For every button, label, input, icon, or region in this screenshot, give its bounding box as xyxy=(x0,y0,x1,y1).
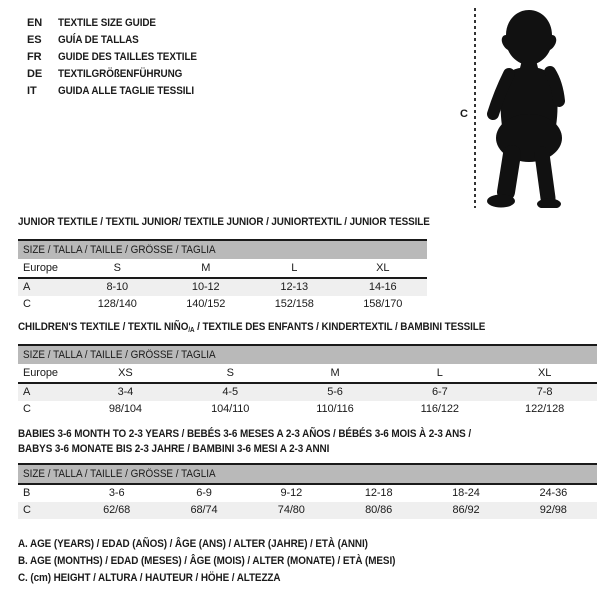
row-label: C xyxy=(23,504,31,516)
row-label: Europe xyxy=(23,262,58,274)
value-cell: 5-6 xyxy=(327,386,343,398)
value-cell: 12-13 xyxy=(280,281,309,293)
value-cell: 9-12 xyxy=(280,487,303,499)
size-cell: XS xyxy=(118,367,133,379)
table-row-c xyxy=(18,502,597,519)
value-cell: 6-9 xyxy=(196,487,212,499)
table-row-b xyxy=(18,485,597,502)
subscript-text: /A xyxy=(188,327,195,334)
childrens-table-title: CHILDREN'S TEXTILE / TEXTIL NIÑO/A / TEXTILE DES ENFANTS / KINDERTEXTIL / BAMBINI TESSILE xyxy=(18,321,486,334)
language-row xyxy=(27,32,212,49)
value-cell: 18-24 xyxy=(452,487,480,499)
language-title: TEXTILGRÖßENFÜHRUNG xyxy=(58,68,183,80)
value-cell: 14-16 xyxy=(368,281,397,293)
language-code: FR xyxy=(27,51,42,63)
size-header-bar: SIZE / TALLA / TAILLE / GRÖSSE / TAGLIA xyxy=(18,465,597,483)
value-cell: 122/128 xyxy=(525,403,565,415)
size-header-bar: SIZE / TALLA / TAILLE / GRÖSSE / TAGLIA xyxy=(18,241,427,259)
language-row xyxy=(27,49,212,66)
size-header-bar: SIZE / TALLA / TAILLE / GRÖSSE / TAGLIA xyxy=(18,346,597,364)
value-cell: 3-6 xyxy=(108,487,125,499)
value-cell: 12-18 xyxy=(364,487,393,499)
value-cell: 3-4 xyxy=(117,386,134,398)
babies-table xyxy=(18,463,597,519)
language-row xyxy=(27,83,212,100)
measure-legend xyxy=(18,536,437,587)
language-row xyxy=(27,15,212,32)
language-title: GUIDE DES TAILLES TEXTILE xyxy=(58,51,197,63)
size-cell: M xyxy=(201,262,211,274)
table-row-a xyxy=(18,384,597,401)
language-code: IT xyxy=(27,85,37,97)
table-row-c xyxy=(18,296,427,313)
value-cell: 68/74 xyxy=(190,504,218,516)
junior-table-title: JUNIOR TEXTILE / TEXTIL JUNIOR/ TEXTILE JUNIOR / JUNIORTEXTIL / JUNIOR TESSILE xyxy=(18,216,430,228)
value-cell: 140/152 xyxy=(186,298,226,310)
value-cell: 158/170 xyxy=(363,298,403,310)
value-cell: 4-5 xyxy=(222,386,238,398)
value-cell: 104/110 xyxy=(211,403,250,415)
value-cell: 74/80 xyxy=(277,504,305,516)
size-cell: XL xyxy=(376,262,390,274)
size-cell: S xyxy=(113,262,121,274)
size-cell: S xyxy=(226,367,234,379)
language-title: TEXTILE SIZE GUIDE xyxy=(58,17,156,29)
language-list xyxy=(27,15,212,100)
language-title: GUIDA ALLE TAGLIE TESSILI xyxy=(58,85,194,97)
baby-silhouette-icon xyxy=(482,8,572,208)
row-label: C xyxy=(23,298,31,310)
value-cell: 116/122 xyxy=(420,403,459,415)
value-cell: 152/158 xyxy=(274,298,314,310)
size-cell: L xyxy=(291,262,298,274)
row-label: C xyxy=(23,403,31,415)
height-measure-dashed-line xyxy=(474,8,476,208)
value-cell: 110/116 xyxy=(316,403,354,415)
size-cell: M xyxy=(330,367,340,379)
value-cell: 10-12 xyxy=(191,281,220,293)
table-row-europe xyxy=(18,259,427,277)
language-row xyxy=(27,66,212,83)
legend-line-a: A. AGE (YEARS) / EDAD (AÑOS) / ÂGE (ANS) / ALTER (JAHRE) / ETÀ (ANNI) xyxy=(18,538,368,550)
value-cell: 62/68 xyxy=(103,504,131,516)
value-cell: 7-8 xyxy=(536,386,553,398)
legend-line-b: B. AGE (MONTHS) / EDAD (MESES) / ÂGE (MOIS) / ALTER (MONATE) / ETÀ (MESI) xyxy=(18,555,396,567)
size-cell: L xyxy=(436,367,443,379)
junior-textile-section xyxy=(18,216,430,313)
value-cell: 80/86 xyxy=(365,504,393,516)
legend-line-c: C. (cm) HEIGHT / ALTURA / HAUTEUR / HÖHE / ALTEZZA xyxy=(18,572,281,584)
value-cell: 6-7 xyxy=(431,386,448,398)
value-cell: 128/140 xyxy=(97,298,137,310)
value-cell: 86/92 xyxy=(452,504,480,516)
height-c-label: C xyxy=(460,108,468,120)
value-cell: 8-10 xyxy=(106,281,129,293)
row-label: B xyxy=(23,487,31,499)
value-cell: 92/98 xyxy=(539,504,567,516)
language-code: EN xyxy=(27,17,43,29)
row-label: A xyxy=(23,386,31,398)
value-cell: 24-36 xyxy=(539,487,568,499)
language-code: DE xyxy=(27,68,43,80)
table-row-europe xyxy=(18,364,597,382)
language-code: ES xyxy=(27,34,42,46)
table-row-c xyxy=(18,401,597,418)
size-cell: XL xyxy=(537,367,552,379)
language-title: GUÍA DE TALLAS xyxy=(58,34,139,46)
babies-table-title: BABIES 3-6 MONTH TO 2-3 YEARS / BEBÉS 3-6 MESES A 2-3 AÑOS / BÉBÉS 3-6 MOIS À 2-3 ANS / BABYS 3-6 MONATE BIS 2-3 JAHRE / BAMBINI 3-6 MESI A 2-3 ANNI xyxy=(18,428,471,455)
row-label: Europe xyxy=(23,367,58,379)
childrens-textile-section xyxy=(18,321,597,418)
junior-table xyxy=(18,239,427,313)
table-row-a xyxy=(18,279,427,296)
babies-textile-section xyxy=(18,427,597,519)
childrens-table xyxy=(18,344,597,418)
value-cell: 98/104 xyxy=(108,403,142,415)
row-label: A xyxy=(23,281,31,293)
